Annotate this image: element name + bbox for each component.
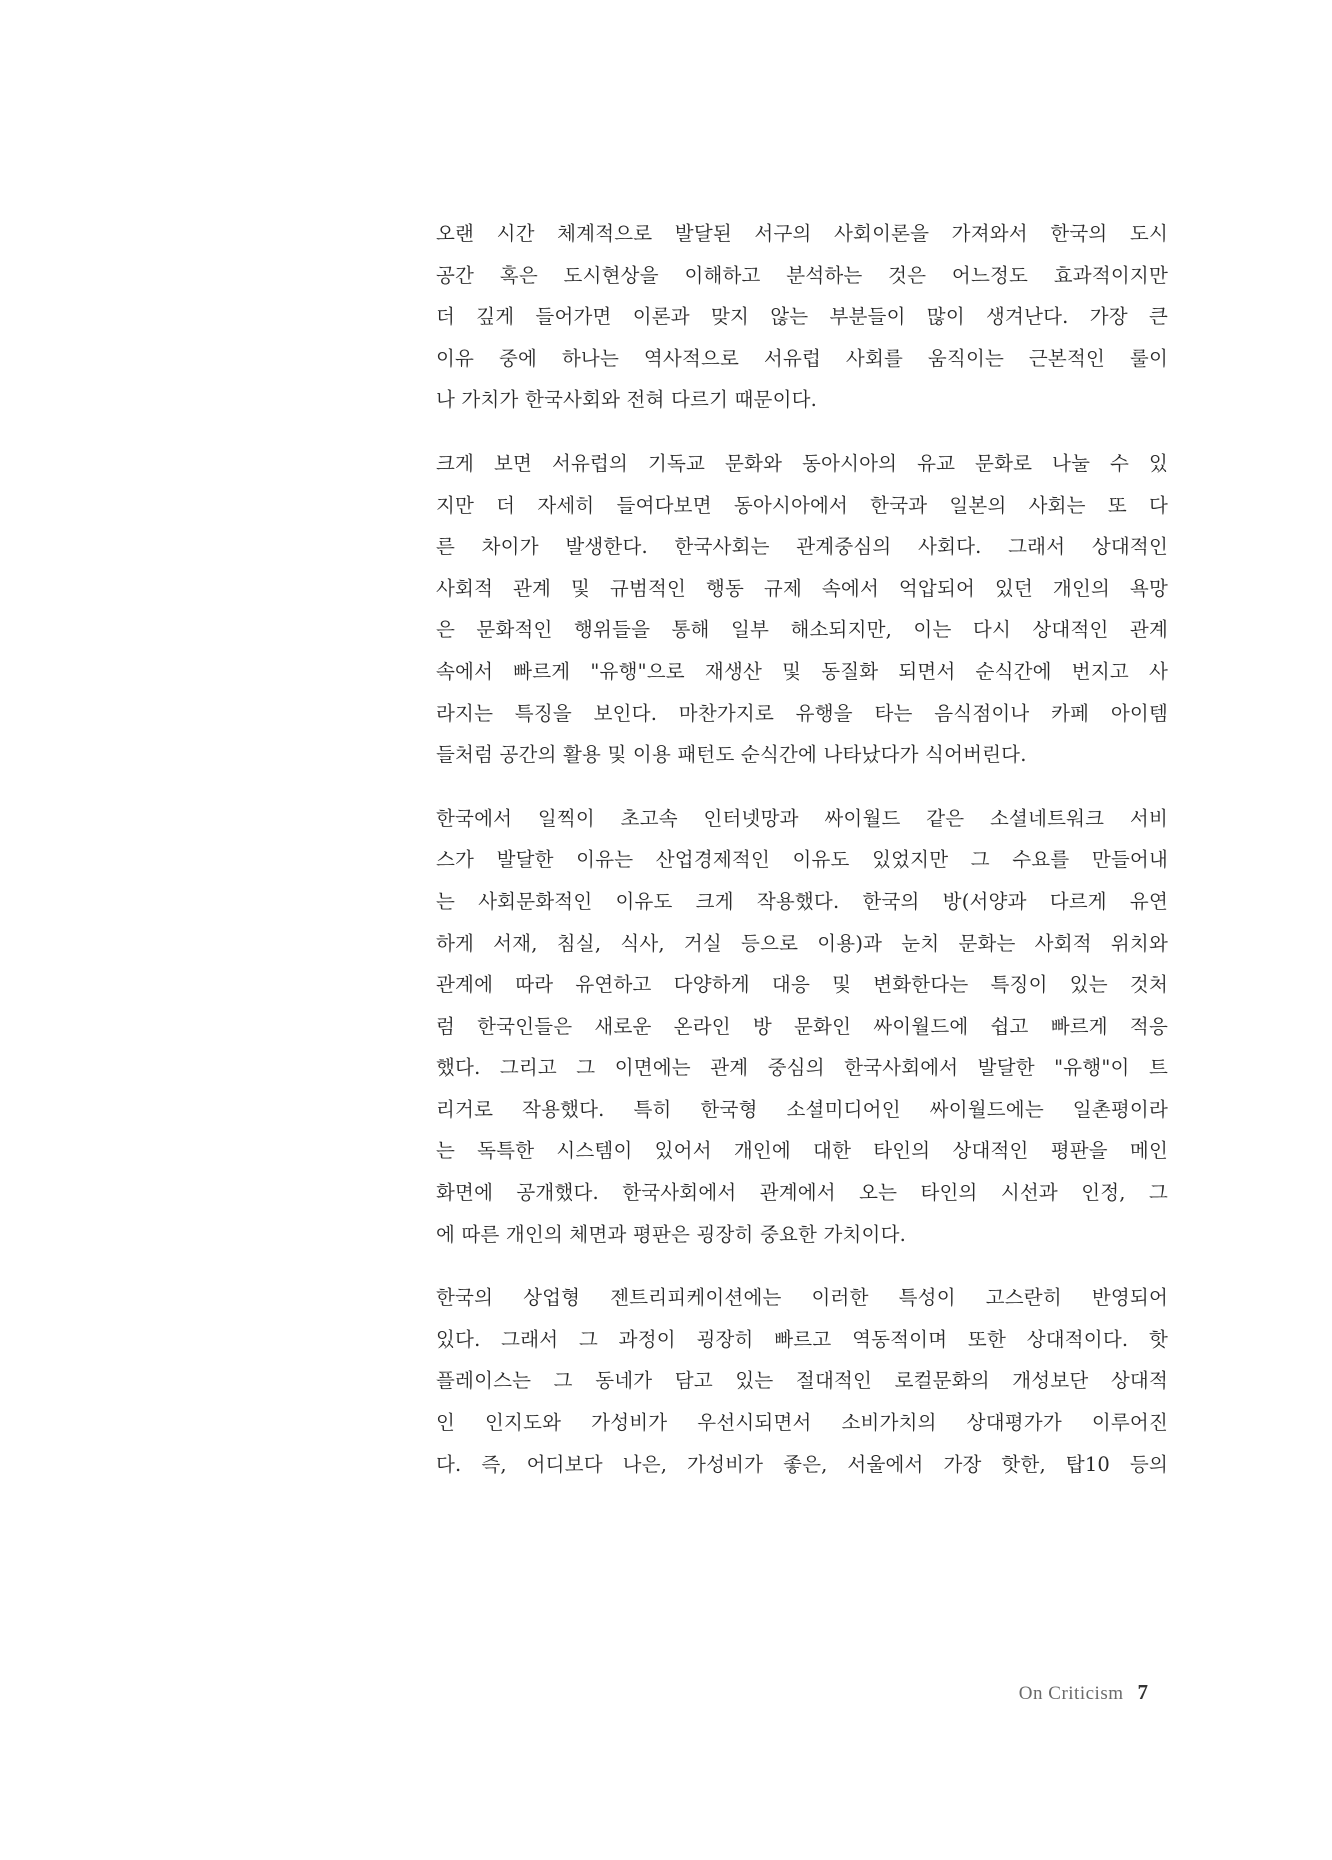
text-line: 리거로 작용했다. 특히 한국형 소셜미디어인 싸이월드에는 일촌평이라 [436,1097,1168,1121]
text-line: 지만 더 자세히 들여다보면 동아시아에서 한국과 일본의 사회는 또 다 [436,493,1168,517]
text-line: 라지는 특징을 보인다. 마찬가지로 유행을 타는 음식점이나 카페 아이템 [436,701,1168,725]
text-line: 하게 서재, 침실, 식사, 거실 등으로 이용)과 눈치 문화는 사회적 위치와 [436,931,1168,955]
text-line: 는 사회문화적인 이유도 크게 작용했다. 한국의 방(서양과 다르게 유연 [436,889,1168,913]
text-line: 오랜 시간 체계적으로 발달된 서구의 사회이론을 가져와서 한국의 도시 [436,222,1168,245]
text-line: 이유 중에 하나는 역사적으로 서유럽 사회를 움직이는 근본적인 룰이 [436,346,1168,370]
text-line: 한국에서 일찍이 초고속 인터넷망과 싸이월드 같은 소셜네트워크 서비 [436,806,1168,830]
page-number: 7 [1137,1680,1148,1704]
text-line: 나 가치가 한국사회와 전혀 다르기 때문이다. [436,388,818,412]
running-title: On Criticism [1018,1683,1124,1704]
text-line: 은 문화적인 행위들을 통해 일부 해소되지만, 이는 다시 상대적인 관계 [436,618,1168,642]
text-line: 더 깊게 들어가면 이론과 맞지 않는 부분들이 많이 생겨난다. 가장 큰 [436,305,1168,329]
text-line: 들처럼 공간의 활용 및 이용 패턴도 순식간에 나타났다가 식어버린다. [436,743,1027,767]
text-line: 공간 혹은 도시현상을 이해하고 분석하는 것은 어느정도 효과적이지만 [436,263,1168,287]
text-line: 인 인지도와 가성비가 우선시되면서 소비가치의 상대평가가 이루어진 [436,1411,1168,1435]
text-line: 에 따른 개인의 체면과 평판은 굉장히 중요한 가치이다. [436,1222,907,1246]
text-line: 크게 보면 서유럽의 기독교 문화와 동아시아의 유교 문화로 나눌 수 있 [436,451,1168,475]
paragraph-2 [436,443,1168,776]
text-line: 럼 한국인들은 새로운 온라인 방 문화인 싸이월드에 쉽고 빠르게 적응 [436,1014,1168,1038]
paragraph-3 [436,798,1168,1256]
text-line: 는 독특한 시스템이 있어서 개인에 대한 타인의 상대적인 평판을 메인 [436,1139,1168,1163]
paragraph-4 [436,1277,1168,1485]
body-text [436,213,1168,1507]
text-line: 스가 발달한 이유는 산업경제적인 이유도 있었지만 그 수요를 만들어내 [436,848,1168,872]
paragraph-1 [436,213,1168,421]
text-line: 한국의 상업형 젠트리피케이션에는 이러한 특성이 고스란히 반영되어 [436,1286,1168,1310]
text-line: 른 차이가 발생한다. 한국사회는 관계중심의 사회다. 그래서 상대적인 [436,535,1168,559]
text-line: 플레이스는 그 동네가 담고 있는 절대적인 로컬문화의 개성보단 상대적 [436,1369,1168,1393]
text-line: 속에서 빠르게 "유행"으로 재생산 및 동질화 되면서 순식간에 번지고 사 [436,659,1168,683]
text-line: 했다. 그리고 그 이면에는 관계 중심의 한국사회에서 발달한 "유행"이 트 [436,1056,1168,1080]
text-line: 사회적 관계 및 규범적인 행동 규제 속에서 억압되어 있던 개인의 욕망 [436,576,1168,600]
text-line: 있다. 그래서 그 과정이 굉장히 빠르고 역동적이며 또한 상대적이다. 핫 [436,1327,1168,1351]
page-footer [1019,1680,1148,1705]
text-line: 화면에 공개했다. 한국사회에서 관계에서 오는 타인의 시선과 인정, 그 [436,1181,1168,1205]
text-line: 다. 즉, 어디보다 나은, 가성비가 좋은, 서울에서 가장 핫한, 탑10 등의 [436,1452,1168,1476]
text-line: 관계에 따라 유연하고 다양하게 대응 및 변화한다는 특징이 있는 것처 [436,973,1168,997]
